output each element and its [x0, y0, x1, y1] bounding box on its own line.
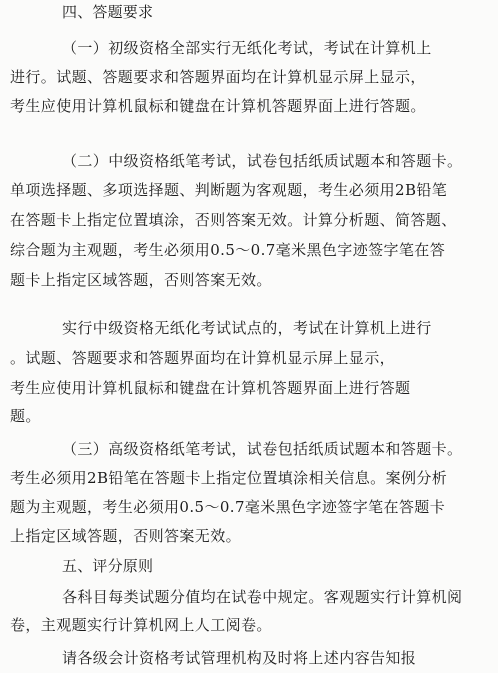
paragraph-line: 卷，主观题实行计算机网上人工阅卷。	[10, 616, 272, 634]
section-heading-answer-requirements: 四、答题要求	[62, 3, 154, 21]
paragraph-line: 考生应使用计算机鼠标和键盘在计算机答题界面上进行答题。	[10, 97, 426, 115]
paragraph-line: （三）高级资格纸笔考试，试卷包括纸质试题本和答题卡。	[62, 440, 463, 458]
paragraph-line: 实行中级资格无纸化考试试点的，考试在计算机上进行	[62, 319, 432, 337]
paragraph-line: 综合题为主观题，考生必须用0.5～0.7毫米黑色字迹签字笔在答	[10, 241, 446, 259]
paragraph-line: 上指定区域答题，否则答案无效。	[10, 527, 242, 545]
paragraph-line: 在答题卡上指定位置填涂，否则答案无效。计算分析题、简答题、	[10, 211, 457, 229]
paragraph-line: 请各级会计资格考试管理机构及时将上述内容告知报	[62, 649, 417, 667]
paragraph-line: （二）中级资格纸笔考试，试卷包括纸质试题本和答题卡。	[62, 152, 463, 170]
paragraph-line: 题卡上指定区域答题，否则答案无效。	[10, 271, 272, 289]
paragraph-line: 进行。试题、答题要求和答题界面均在计算机显示屏上显示，	[10, 68, 426, 86]
paragraph-line: 。试题、答题要求和答题界面均在计算机显示屏上显示，	[10, 349, 396, 367]
paragraph-line: 题。	[10, 407, 41, 425]
section-heading-scoring-principles: 五、评分原则	[62, 557, 154, 575]
paragraph-line: 题为主观题，考生必须用0.5～0.7毫米黑色字迹签字笔在答题卡	[10, 498, 446, 516]
paragraph-line: 单项选择题、多项选择题、判断题为客观题，考生必须用2B铅笔	[10, 181, 448, 199]
paragraph-line: 考生必须用2B铅笔在答题卡上指定位置填涂相关信息。案例分析	[10, 469, 448, 487]
paragraph-line: （一）初级资格全部实行无纸化考试，考试在计算机上	[62, 39, 432, 57]
paragraph-line: 各科目每类试题分值均在试卷中规定。客观题实行计算机阅	[62, 588, 463, 606]
paragraph-line: 考生应使用计算机鼠标和键盘在计算机答题界面上进行答题	[10, 379, 411, 397]
